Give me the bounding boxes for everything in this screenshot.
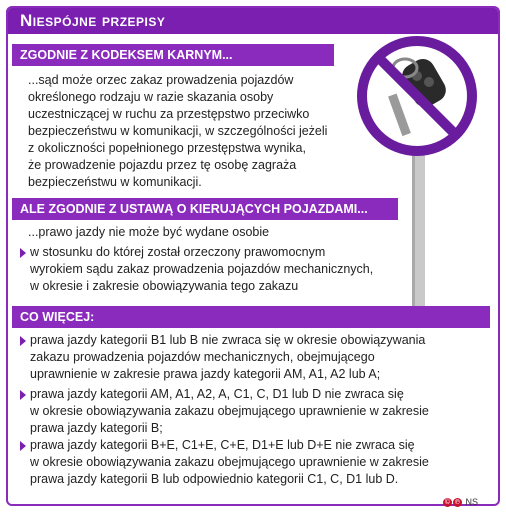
text-line: prawa jazdy kategorii B lub odpowiednio kategorii C1, C, D1 lub D. xyxy=(30,472,399,486)
bullet-arrow-icon xyxy=(20,248,26,258)
sign-pole xyxy=(412,142,425,322)
text-line: uprawnienie w zakresie prawa jazdy kategorii AM, A1, A2 lub A; xyxy=(30,367,381,381)
section-heading-more: CO WIĘCEJ: xyxy=(12,306,490,328)
bullet-arrow-icon xyxy=(20,390,26,400)
text-line: w okresie i zakresie obowiązywania tego zakazu xyxy=(30,279,299,293)
text-line: ...sąd może orzec zakaz prowadzenia pojazdów xyxy=(28,73,294,87)
list-item xyxy=(30,332,425,383)
text-line: bezpieczeństwu w komunikacji. xyxy=(28,175,202,189)
text-line: w okresie obowiązywania zakazu obejmującego uprawnienie w zakresie xyxy=(30,455,429,469)
credit xyxy=(443,497,478,507)
section-heading-kk: ZGODNIE Z KODEKSEM KARNYM... xyxy=(12,44,334,66)
list-item xyxy=(30,386,429,437)
bullet-arrow-icon xyxy=(20,441,26,451)
text-line: uczestniczącej w ruchu za przestępstwo przeciwko xyxy=(28,107,310,121)
section-heading-ustawa: ALE ZGODNIE Z USTAWĄ O KIERUJĄCYCH POJAZDAMI... xyxy=(12,198,398,220)
text-line: z okoliczności popełnionego przestępstwa wynika, xyxy=(28,141,306,155)
text-line: określonego rodzaju w razie skazania osoby xyxy=(28,90,274,104)
no-car-keys-sign-icon xyxy=(357,36,477,156)
section-text-ustawa xyxy=(30,244,373,295)
credit-text: NS xyxy=(465,496,478,507)
text-line: bezpieczeństwu w komunikacji, w szczególności jeżeli xyxy=(28,124,328,138)
text-line: prawa jazdy kategorii B1 lub B nie zwraca się w okresie obowiązywania xyxy=(30,333,426,347)
text-line: w stosunku do której został orzeczony prawomocnym xyxy=(30,245,326,259)
text-line: prawa jazdy kategorii B+E, C1+E, C+E, D1+E lub D+E nie zwraca się xyxy=(30,438,415,452)
text-line: zakazu prowadzenia pojazdów mechanicznych, obejmującego xyxy=(30,350,375,364)
list-item xyxy=(30,437,429,488)
text-line: że prowadzenie pojazdu przez tę osobę zagraża xyxy=(28,158,297,172)
text-line: w okresie obowiązywania zakazu obejmującego uprawnienie w zakresie xyxy=(30,404,429,418)
section-text-kk xyxy=(28,72,327,191)
copyright-icon: ℗ xyxy=(454,499,461,506)
text-line: prawa jazdy kategorii B; xyxy=(30,421,163,435)
section-intro-ustawa: ...prawo jazdy nie może być wydane osobie xyxy=(28,225,270,239)
text-line: wyrokiem sądu zakaz prowadzenia pojazdów mechanicznych, xyxy=(30,262,374,276)
copyright-icon: © xyxy=(444,499,451,506)
text-line: prawa jazdy kategorii AM, A1, A2, A, C1, C, D1 lub D nie zwraca się xyxy=(30,387,404,401)
page-title: Niespójne przepisy xyxy=(20,11,166,30)
bullet-arrow-icon xyxy=(20,336,26,346)
